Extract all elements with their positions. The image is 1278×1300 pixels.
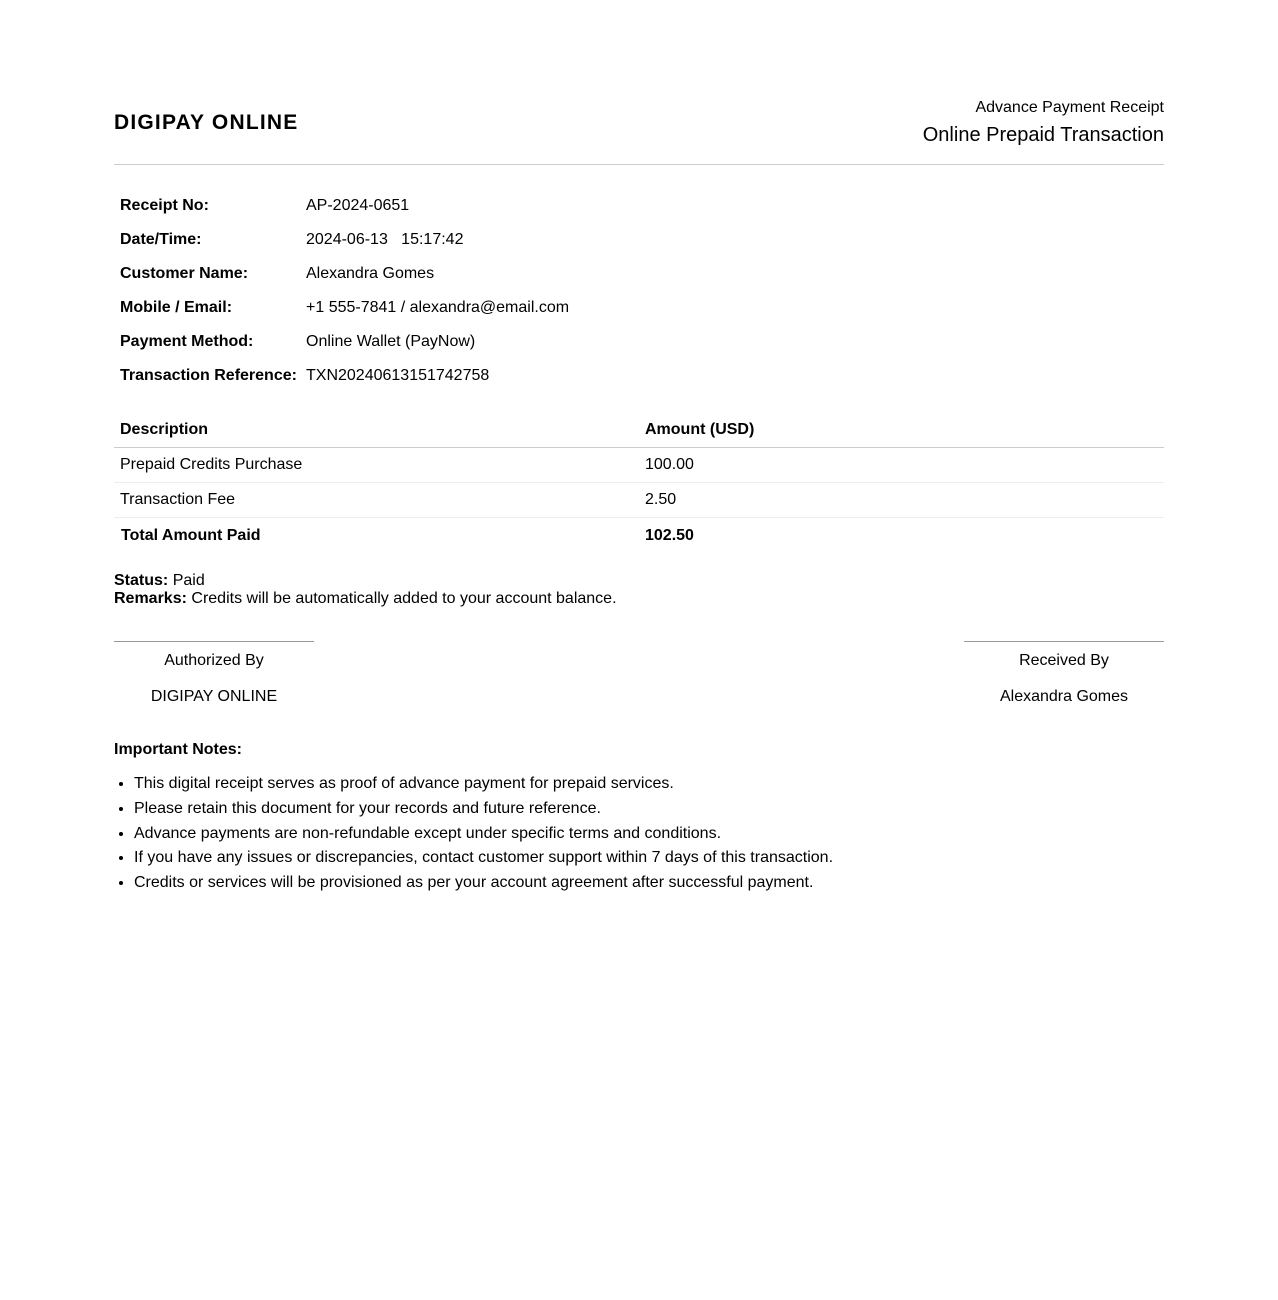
remarks-label: Remarks: bbox=[114, 590, 187, 607]
info-label: Mobile / Email: bbox=[120, 299, 233, 316]
info-value: +1 555-7841 / alexandra@email.com bbox=[306, 299, 570, 316]
status-block bbox=[114, 572, 617, 608]
status-value: Paid bbox=[172, 572, 205, 589]
list-item: • Advance payments are non-refundable except under specific terms and conditions. bbox=[134, 822, 833, 847]
document-type: Advance Payment Receipt bbox=[975, 99, 1164, 116]
status-label: Status: bbox=[114, 572, 169, 589]
signature-name: Alexandra Gomes bbox=[999, 688, 1129, 705]
header-right bbox=[923, 98, 1164, 148]
info-row-transaction-reference bbox=[114, 359, 569, 393]
info-row-receipt-no bbox=[114, 189, 569, 223]
document-subtitle: Online Prepaid Transaction bbox=[922, 124, 1164, 146]
info-row-date-time bbox=[114, 223, 569, 257]
info-row-customer-name bbox=[114, 257, 569, 291]
table-row bbox=[114, 448, 1164, 483]
info-value: Online Wallet (PayNow) bbox=[306, 333, 476, 350]
info-label: Transaction Reference: bbox=[120, 367, 297, 384]
signature-line bbox=[114, 641, 314, 642]
signature-line bbox=[964, 641, 1164, 642]
info-label: Payment Method: bbox=[120, 333, 254, 350]
signature-received bbox=[964, 641, 1164, 706]
receipt-info bbox=[114, 189, 569, 393]
column-header-description: Description bbox=[120, 421, 209, 438]
list-item: • Please retain this document for your records and future reference. bbox=[134, 797, 833, 822]
receipt-header bbox=[114, 0, 1164, 165]
info-value: AP-2024-0651 bbox=[306, 197, 410, 214]
info-value: TXN20240613151742758 bbox=[306, 367, 490, 384]
item-description: Prepaid Credits Purchase bbox=[120, 456, 303, 473]
item-description: Transaction Fee bbox=[120, 491, 236, 508]
total-row bbox=[114, 518, 1164, 553]
remarks-line bbox=[114, 590, 617, 608]
brand-name: DIGIPAY ONLINE bbox=[114, 111, 299, 134]
info-value: Alexandra Gomes bbox=[306, 265, 435, 282]
remarks-value: Credits will be automatically added to your account balance. bbox=[191, 590, 617, 607]
list-item: • If you have any issues or discrepancies, contact customer support within 7 days of this transaction. bbox=[134, 846, 833, 871]
total-label: Total Amount Paid bbox=[121, 526, 261, 544]
column-header-amount: Amount (USD) bbox=[645, 421, 755, 438]
notes-title: Important Notes: bbox=[114, 741, 242, 758]
info-row-contact bbox=[114, 291, 569, 325]
info-label: Date/Time: bbox=[120, 231, 202, 248]
info-label: Customer Name: bbox=[120, 265, 249, 282]
signature-authorized bbox=[114, 641, 314, 706]
item-amount: 2.50 bbox=[645, 491, 677, 508]
notes-list bbox=[114, 772, 833, 896]
list-item: • This digital receipt serves as proof of advance payment for prepaid services. bbox=[134, 772, 833, 797]
receipt-page bbox=[114, 0, 1164, 892]
status-line bbox=[114, 572, 617, 590]
info-label: Receipt No: bbox=[120, 197, 209, 214]
items-table-header bbox=[114, 413, 1164, 448]
total-amount: 102.50 bbox=[645, 526, 694, 544]
signature-title: Received By bbox=[1019, 652, 1109, 669]
important-notes bbox=[114, 741, 833, 896]
info-row-payment-method bbox=[114, 325, 569, 359]
item-amount: 100.00 bbox=[645, 456, 694, 473]
signature-title: Authorized By bbox=[164, 652, 264, 669]
table-row bbox=[114, 483, 1164, 518]
items-table bbox=[114, 413, 1164, 553]
list-item: • Credits or services will be provisioned as per your account agreement after successful payment. bbox=[134, 871, 833, 896]
signature-name: DIGIPAY ONLINE bbox=[150, 688, 278, 705]
info-value: 2024-06-13 15:17:42 bbox=[306, 231, 464, 248]
